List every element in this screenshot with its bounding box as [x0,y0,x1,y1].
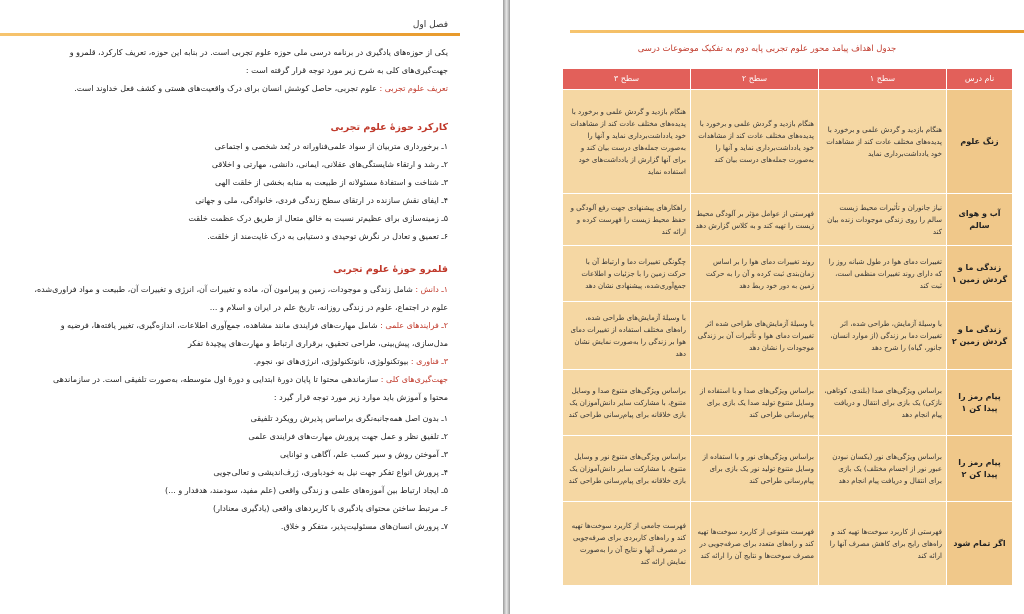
scope-process-cont: مدل‌سازی، پیش‌بینی، طراحی تحقیق، برقراری ارتباط و مهارت‌های پیچیدهٔ تفکر [188,339,448,348]
right-page [510,0,1024,614]
definition-text: علوم تجربی، حاصل کوشش انسان برای درک واقعیت‌های هستی و کشف فعل خداوند است. [74,84,377,93]
level-2-cell: با وسیلهٔ آزمایش‌های طراحی شده اثر تغییرات دمای هوا و تأثیرات آن بر زندگی موجودات را نشان دهد [691,302,819,370]
function-item: ۵ـ زمینه‌سازی برای عظیم‌تر نسبت به خالق متعال از طریق درک عظمت خلقت [188,214,448,223]
table-row [563,370,1013,436]
level-3-cell: با وسیلهٔ آزمایش‌های طراحی شده، راه‌های مختلف استفاده از تغییرات دمای هوا بر زندگی را به‌صورت نمایش نشان دهد [563,302,691,370]
level-1-cell: براساس ویژگی‌های نور (یکسان نبودن عبور نور از اجسام مختلف) یک بازی برای انتقال و دریافت پیام انجام دهد [819,436,947,502]
lesson-name: پیام رمز را پیدا کن ۲ [947,436,1013,502]
level-3-cell: راهکارهای پیشنهادی جهت رفع آلودگی و حفظ محیط زیست را فهرست کرده و ارائه کند [563,194,691,246]
table-row [563,246,1013,302]
function-item: ۳ـ شناخت و استفادهٔ مسئولانه از طبیعت به منابه بخشی از خلقت الهی [215,178,448,187]
level-1-cell: با وسیلهٔ آزمایش، طراحی شده، اثر تغییرات دما بر زندگی (از موارد انسان، جانور، گیاه) را شرح دهد [819,302,947,370]
level-2-cell: فهرست متنوعی از کاربرد سوخت‌ها تهیه کند و راه‌های متعدد برای صرفه‌جویی در مصرف سوخت‌ها و نتایج آن را ارائه کند [691,502,819,586]
table-header-row [563,69,1013,90]
table-row [563,302,1013,370]
level-2-cell: براساس ویژگی‌های نور و با استفاده از وسایل متنوع تولید نور یک بازی برای پیام‌رسانی طراحی کند [691,436,819,502]
scope-process-label: ۲ـ فرایندهای علمی : [380,321,448,330]
intro-line-1: یکی از حوزه‌های یادگیری در برنامه درسی ملی حوزه علوم تجربی است. در بنابه این حوزه، تعریف کارکرد، قلمرو و [69,48,448,57]
orientation-item: ۲ـ تلفیق نظر و عمل جهت پرورش مهارت‌های فرایندی علمی [248,432,448,441]
orientation-cont: محتوا و آموزش باید موارد زیر مورد توجه قرار گیرد : [273,393,448,402]
table-title: جدول اهداف پیامد محور علوم تجربی پایه دوم به تفکیک موضوعات درسی [637,44,897,54]
level-1-cell: هنگام بازدید و گردش علمی و برخورد با پدیده‌های مختلف عادت کند از مشاهدات خود یادداشت‌برداری نماید [819,90,947,194]
scope-technology-text: بیوتکنولوژی، نانوتکنولوژی، انرژی‌های نو، نجوم. [253,357,409,366]
intro-line-2: جهت‌گیری‌های کلی به شرح زیر مورد توجه قرار گرفته است : [245,66,448,75]
level-1-cell: نیاز جانوران و تأثیرات محیط زیست سالم را روی زندگی موجودات زنده بیان کند [819,194,947,246]
scope-knowledge-cont: علوم در اجتماع، علوم در زندگی روزانه، تاریخ علم در ایران و اسلام و ... [209,303,448,312]
header-rule [570,30,1024,33]
orientation-item: ۳ـ آموختن روش و سیر کسب علم، آگاهی و توانایی [280,450,448,459]
scope-knowledge [34,285,448,294]
definition [74,84,448,93]
page-gutter [503,0,510,614]
scope-heading: قلمرو حوزهٔ علوم تجربی [333,264,448,275]
table-row [563,194,1013,246]
scope-technology [254,357,448,366]
function-item: ۴ـ ایفای نقش سازنده در ارتقای سطح زندگی فردی، خانوادگی، ملی و جهانی [195,196,448,205]
scope-knowledge-label: ۱ـ دانش : [415,285,448,294]
level-3-cell: هنگام بازدید و گردش علمی و برخورد با پدیده‌های مختلف عادت کند از مشاهدات خود یادداشت‌برداری نماید و آنها را به‌صورت جمله‌های درست بیان کند و برای آنها گزارش از یادداشت‌های خود استفاده نماید [563,90,691,194]
level-2-cell: هنگام بازدید و گردش علمی و برخورد با پدیده‌های مختلف عادت کند از مشاهدات خود یادداشت‌برداری نماید و آنها را به‌صورت جمله‌های درست بیان کند [691,90,819,194]
function-item: ۶ـ تعمیق و تعادل در نگرش توحیدی و دستیابی به درک غایت‌مند از خلقت. [207,232,448,241]
orientation-item: ۴ـ پرورش انواع تفکر جهت نیل به خودباوری، ژرف‌اندیشی و تعالی‌جویی [213,468,448,477]
level-1-cell: فهرستی از کاربرد سوخت‌ها تهیه کند و راه‌های رایج برای کاهش مصرف آنها را ارائه کند [819,502,947,586]
function-item: ۱ـ برخورداری متربیان از سواد علمی‌فناورانه در بُعد شخصی و اجتماعی [214,142,448,151]
orientation-item: ۶ـ مرتبط ساختن محتوای یادگیری با کاربردهای واقعی (یادگیری معنادار) [213,504,448,513]
orientation-label: جهت‌گیری‌های کلی : [380,375,448,384]
scope-process [61,321,448,330]
scope-technology-label: ۳ـ فناوری : [410,357,448,366]
lesson-name: پیام رمز را پیدا کن ۱ [947,370,1013,436]
table-row [563,90,1013,194]
orientation-item: ۷ـ پرورش انسان‌های مسئولیت‌پذیر، متفکر و خلاق. [280,522,448,531]
function-heading: کارکرد حوزهٔ علوم تجربی [330,122,448,133]
column-header-level-2: سطح ۲ [691,69,819,90]
table-row [563,436,1013,502]
function-item: ۲ـ رشد و ارتقاء شایستگی‌های عقلانی، ایمانی، دانشی، مهارتی و اخلاقی [211,160,448,169]
level-2-cell: فهرستی از عوامل مؤثر بر آلودگی محیط زیست را تهیه کند و به کلاس گزارش دهد [691,194,819,246]
column-header-level-3: سطح ۳ [563,69,691,90]
objectives-table [562,68,1013,586]
lesson-name: آب و هوای سالم [947,194,1013,246]
orientation-item: ۵ـ ایجاد ارتباط بین آموزه‌های علمی و زندگی واقعی (علم مفید، سودمند، هدفدار و ...) [165,486,448,495]
lesson-name: زندگی ما و گردش زمین ۲ [947,302,1013,370]
level-2-cell: روند تغییرات دمای هوا را بر اساس زمان‌بندی ثبت کرده و آن را به حرکت زمین به دور خود ربط دهد [691,246,819,302]
definition-label: تعریف علوم تجربی : [379,84,448,93]
level-3-cell: فهرست جامعی از کاربرد سوخت‌ها تهیه کند و راه‌های کاربردی برای صرفه‌جویی در مصرف آنها و نتایج آن را به‌صورت نمایش ارائه کند [563,502,691,586]
column-header-lesson: نام درس [947,69,1013,90]
orientation-item: ۱ـ بدون اصل همه‌جانبه‌نگری براساس پذیرش رویکرد تلفیقی [250,414,448,423]
level-3-cell: براساس ویژگی‌های متنوع نور و وسایل متنوع، با مشارکت سایر دانش‌آموزان یک بازی خلاقانه برای پیام‌رسانی طراحی کند [563,436,691,502]
orientation-text: سازماندهی محتوا تا پایان دورهٔ ابتدایی و دورهٔ اول متوسطه، به‌صورت تلفیقی است. در سازماندهی [52,375,379,384]
table-row [563,502,1013,586]
column-header-level-1: سطح ۱ [819,69,947,90]
left-page [0,0,503,614]
lesson-name: زندگی ما و گردش زمین ۱ [947,246,1013,302]
lesson-name: زنگ علوم [947,90,1013,194]
header-rule [0,33,460,36]
orientation [53,375,448,384]
scope-process-text: شامل مهارت‌های فرایندی مانند مشاهده، جمع‌آوری اطلاعات، اندازه‌گیری، تغییر یافته‌ها، فرضیه و [60,321,378,330]
chapter-label: فصل اول [412,20,448,30]
level-1-cell: براساس ویژگی‌های صدا (بلندی، کوتاهی، نازکی) یک بازی برای انتقال و دریافت پیام انجام دهد [819,370,947,436]
lesson-name: اگر تمام شود [947,502,1013,586]
level-3-cell: براساس ویژگی‌های متنوع صدا و وسایل متنوع، با مشارکت سایر دانش‌آموزان یک بازی خلاقانه برای پیام‌رسانی طراحی کند [563,370,691,436]
scope-knowledge-text: شامل زندگی و موجودات، زمین و پیرامون آن، ماده و تغییرات آن، انرژی و تغییرات آن، طبیعت و مواد فراوری‌شده، [34,285,413,294]
level-2-cell: براساس ویژگی‌های صدا و با استفاده از وسایل متنوع تولید صدا یک بازی برای پیام‌رسانی طراحی کند [691,370,819,436]
level-1-cell: تغییرات دمای هوا در طول شبانه روز را که دارای روند تغییرات منظمی است، ثبت کند [819,246,947,302]
level-3-cell: چگونگی تغییرات دما و ارتباط آن با حرکت زمین را با جزئیات و اطلاعات جمع‌آوری‌شده، پیشنهادی نشان دهد [563,246,691,302]
